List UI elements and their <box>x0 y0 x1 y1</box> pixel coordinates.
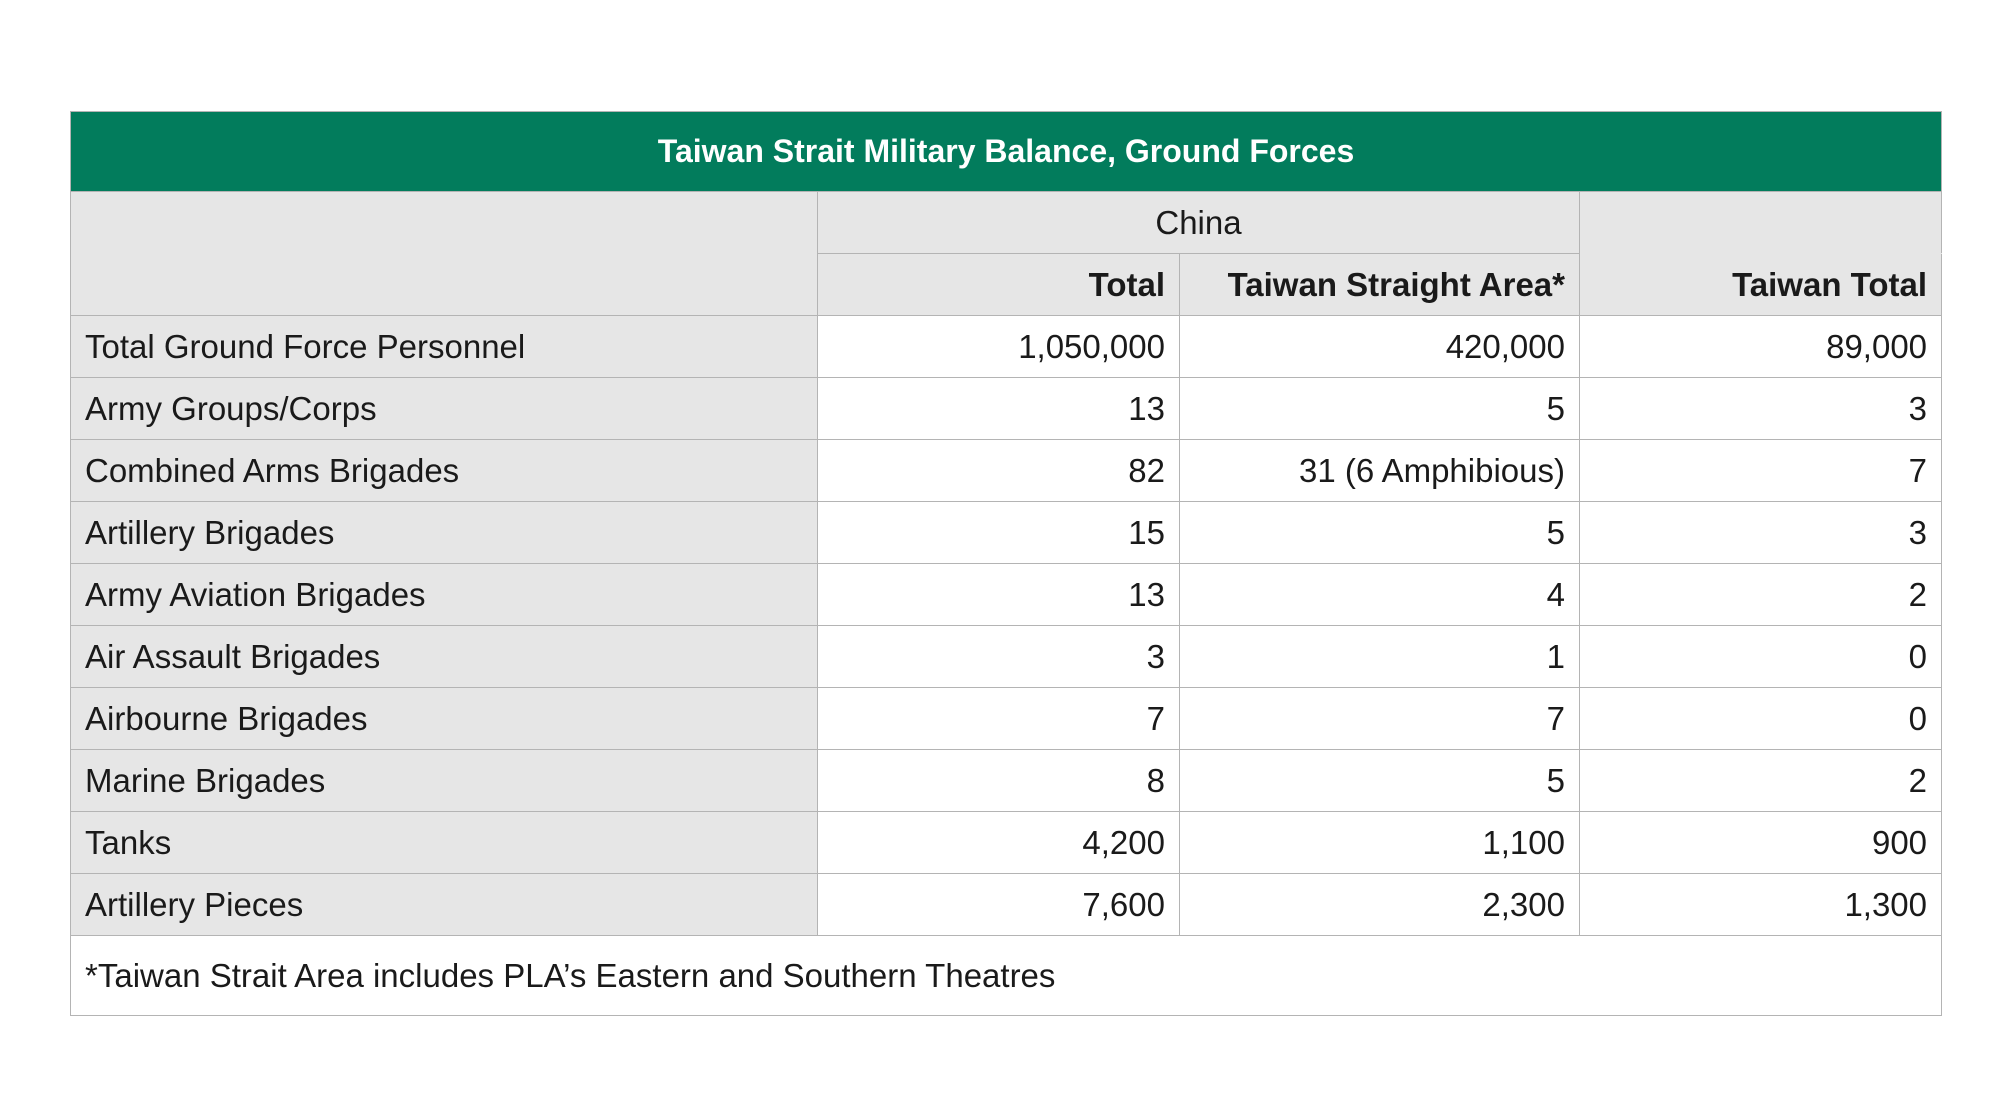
cell-strait-area: 5 <box>1180 502 1580 564</box>
group-header-china: China <box>818 192 1580 254</box>
cell-china-total: 7 <box>818 688 1180 750</box>
column-header-strait-area: Taiwan Straight Area* <box>1180 254 1580 316</box>
row-label: Combined Arms Brigades <box>71 440 818 502</box>
title-row <box>71 112 1942 192</box>
row-label: Army Aviation Brigades <box>71 564 818 626</box>
cell-china-total: 8 <box>818 750 1180 812</box>
row-label: Air Assault Brigades <box>71 626 818 688</box>
cell-china-total: 4,200 <box>818 812 1180 874</box>
cell-taiwan-total: 89,000 <box>1580 316 1942 378</box>
military-balance-table-container <box>70 111 1941 1016</box>
table-row <box>71 688 1942 750</box>
cell-china-total: 1,050,000 <box>818 316 1180 378</box>
cell-strait-area: 2,300 <box>1180 874 1580 936</box>
table-title: Taiwan Strait Military Balance, Ground Forces <box>71 112 1942 192</box>
table-row <box>71 378 1942 440</box>
table-row <box>71 316 1942 378</box>
military-balance-table <box>70 111 1942 1016</box>
cell-china-total: 13 <box>818 378 1180 440</box>
cell-taiwan-total: 3 <box>1580 502 1942 564</box>
cell-china-total: 7,600 <box>818 874 1180 936</box>
row-label: Airbourne Brigades <box>71 688 818 750</box>
footnote-row <box>71 936 1942 1016</box>
cell-strait-area: 1 <box>1180 626 1580 688</box>
cell-strait-area: 1,100 <box>1180 812 1580 874</box>
cell-strait-area: 4 <box>1180 564 1580 626</box>
cell-china-total: 3 <box>818 626 1180 688</box>
cell-taiwan-total: 0 <box>1580 626 1942 688</box>
table-row <box>71 812 1942 874</box>
cell-taiwan-total: 900 <box>1580 812 1942 874</box>
table-row <box>71 750 1942 812</box>
footnote: *Taiwan Strait Area includes PLA’s Eastern and Southern Theatres <box>71 936 1942 1016</box>
cell-taiwan-total: 1,300 <box>1580 874 1942 936</box>
group-header-spacer <box>1580 192 1942 254</box>
cell-taiwan-total: 3 <box>1580 378 1942 440</box>
table-row <box>71 502 1942 564</box>
cell-strait-area: 5 <box>1180 378 1580 440</box>
cell-taiwan-total: 7 <box>1580 440 1942 502</box>
group-header-row <box>71 192 1942 254</box>
row-label: Army Groups/Corps <box>71 378 818 440</box>
blank-header-cell <box>71 192 818 316</box>
row-label: Artillery Pieces <box>71 874 818 936</box>
table-row <box>71 564 1942 626</box>
row-label: Artillery Brigades <box>71 502 818 564</box>
cell-china-total: 13 <box>818 564 1180 626</box>
cell-taiwan-total: 2 <box>1580 564 1942 626</box>
cell-taiwan-total: 2 <box>1580 750 1942 812</box>
cell-taiwan-total: 0 <box>1580 688 1942 750</box>
column-header-total: Total <box>818 254 1180 316</box>
table-row <box>71 626 1942 688</box>
cell-china-total: 82 <box>818 440 1180 502</box>
cell-strait-area: 420,000 <box>1180 316 1580 378</box>
column-header-taiwan-total: Taiwan Total <box>1580 254 1942 316</box>
cell-strait-area: 7 <box>1180 688 1580 750</box>
table-body <box>71 316 1942 936</box>
row-label: Marine Brigades <box>71 750 818 812</box>
cell-strait-area: 5 <box>1180 750 1580 812</box>
row-label: Tanks <box>71 812 818 874</box>
table-row <box>71 874 1942 936</box>
cell-strait-area: 31 (6 Amphibious) <box>1180 440 1580 502</box>
row-label: Total Ground Force Personnel <box>71 316 818 378</box>
table-row <box>71 440 1942 502</box>
cell-china-total: 15 <box>818 502 1180 564</box>
